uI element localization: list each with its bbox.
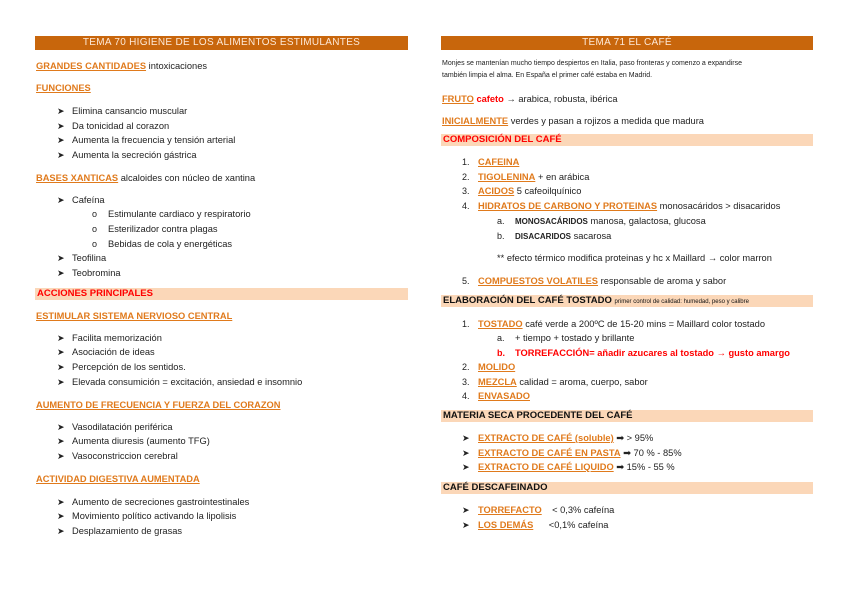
composicion-band: COMPOSICIÓN DEL CAFÉ (441, 134, 813, 146)
item-number: 1. (462, 157, 470, 167)
corazon-heading: AUMENTO DE FRECUENCIA Y FUERZA DEL CORAZON (36, 400, 281, 410)
sub-letter: a. (497, 216, 505, 226)
arrow-bullet-icon: ➤ (57, 451, 65, 461)
item-text: calidad = aroma, cuerpo, sabor (519, 377, 648, 387)
list-item (478, 275, 726, 287)
item-label: CAFEINA (478, 157, 520, 167)
item-text: <0,1% cafeína (548, 520, 609, 530)
arrow-bullet-icon: ➤ (57, 362, 65, 372)
arrow-bullet-icon: ➤ (57, 497, 65, 507)
list-item (478, 376, 648, 388)
list-item (478, 519, 608, 531)
grandes-label: GRANDES CANTIDADES (36, 61, 147, 71)
intro-line-1: Monjes se mantenían mucho tiempo despiertos en Italia, paso fronteras y comenzo a expandirse (442, 60, 742, 67)
left-title-bar: TEMA 70 HIGIENE DE LOS ALIMENTOS ESTIMULANTES (35, 36, 408, 50)
arrow-bullet-icon: ➤ (57, 106, 65, 116)
sub-item: Estimulante cardiaco y respiratorio (108, 209, 251, 219)
item-text: responsable de aroma y sabor (600, 276, 727, 286)
list-item (478, 200, 780, 212)
descafeinado-band: CAFÉ DESCAFEINADO (441, 482, 813, 494)
elaboracion-title: ELABORACIÓN DEL CAFÉ TOSTADO (443, 295, 612, 306)
item-label: EXTRACTO DE CAFÉ EN PASTA (478, 448, 621, 458)
item-number: 3. (462, 377, 470, 387)
list-item (478, 390, 530, 402)
fruto-line (442, 93, 618, 105)
inicial-line (442, 115, 704, 127)
bases-text: alcaloides con núcleo de xantina (120, 173, 256, 183)
list-item: Asociación de ideas (72, 347, 155, 357)
fruto-label: FRUTO (442, 94, 474, 104)
arrow-bullet-icon: ➤ (462, 462, 470, 472)
acciones-band: ACCIONES PRINCIPALES (35, 288, 408, 300)
list-item: Elimina cansancio muscular (72, 106, 188, 116)
item-number: 5. (462, 276, 470, 286)
item-number: 3. (462, 186, 470, 196)
list-item (478, 447, 682, 459)
arrow-bullet-icon: ➤ (57, 195, 65, 205)
item-text: + en arábica (537, 172, 590, 182)
arrow-bullet-icon: ➤ (462, 433, 470, 443)
list-item: Aumento de secreciones gastrointestinales (72, 497, 250, 507)
list-item (478, 504, 614, 516)
sub-label: MONOSACÁRIDOS (515, 217, 588, 226)
item-number: 4. (462, 391, 470, 401)
circle-bullet-icon: o (92, 209, 98, 219)
arrow-bullet-icon: ➤ (57, 347, 65, 357)
sub-item (515, 215, 706, 228)
circle-bullet-icon: o (92, 239, 98, 249)
list-item: Cafeína (72, 195, 105, 205)
item-text: < 0,3% cafeína (552, 505, 615, 515)
item-text: café verde a 200ºC de 15-20 mins = Maillard color tostado (525, 319, 766, 329)
list-item: Teobromina (72, 268, 121, 278)
sub-letter: a. (497, 333, 505, 343)
item-label: EXTRACTO DE CAFÉ (soluble) (478, 433, 614, 443)
intro-line-2: también limpia el alma. En España el primer café estaba en Madrid. (442, 72, 653, 79)
item-text: monosacáridos > disacaridos (659, 201, 781, 211)
right-title-bar: TEMA 71 EL CAFÉ (441, 36, 813, 50)
sub-item: Esterilizador contra plagas (108, 224, 218, 234)
sub-text: manosa, galactosa, glucosa (590, 216, 706, 226)
list-item (478, 156, 519, 168)
item-label: LOS DEMÁS (478, 520, 534, 530)
item-label: EXTRACTO DE CAFÉ LIQUIDO (478, 462, 614, 472)
sub-letter: b. (497, 348, 505, 358)
list-item: Desplazamiento de grasas (72, 526, 183, 536)
inicial-text: verdes y pasan a rojizos a medida que madura (510, 116, 704, 126)
arrow-bullet-icon: ➤ (57, 121, 65, 131)
item-number: 1. (462, 319, 470, 329)
list-item (478, 171, 589, 183)
grandes-line (36, 60, 207, 72)
digestiva-heading: ACTIVIDAD DIGESTIVA AUMENTADA (36, 474, 200, 484)
item-label: ACIDOS (478, 186, 515, 196)
circle-bullet-icon: o (92, 224, 98, 234)
list-item: Aumenta la frecuencia y tensión arterial (72, 135, 236, 145)
item-label: TIGOLENINA (478, 172, 536, 182)
sub-item: Bebidas de cola y energéticas (108, 239, 233, 249)
sub-item (515, 230, 611, 243)
arrow-bullet-icon: ➤ (57, 333, 65, 343)
item-text: ➡ 70 % - 85% (623, 448, 682, 458)
snc-heading: ESTIMULAR SISTEMA NERVIOSO CENTRAL (36, 311, 233, 321)
list-item: Vasoconstriccion cerebral (72, 451, 178, 461)
bases-label: BASES XANTICAS (36, 173, 119, 183)
funciones-heading: FUNCIONES (36, 83, 91, 93)
list-item: Elevada consumición = excitación, ansiedad e insomnio (72, 377, 303, 387)
item-label: TOSTADO (478, 319, 523, 329)
materia-band: MATERIA SECA PROCEDENTE DEL CAFÉ (441, 410, 813, 422)
grandes-text: intoxicaciones (148, 61, 208, 71)
arrow-bullet-icon: ➤ (57, 253, 65, 263)
elaboracion-subtitle: primer control de calidad: humedad, peso y calibre (614, 299, 749, 305)
item-label: ENVASADO (478, 391, 530, 401)
list-item (478, 361, 515, 373)
list-item: Aumenta la secreción gástrica (72, 150, 197, 160)
list-item: Movimiento político activando la lipolisis (72, 511, 237, 521)
item-label: MEZCLA (478, 377, 517, 387)
inicial-label: INICIALMENTE (442, 116, 509, 126)
sub-label: DISACARIDOS (515, 232, 572, 241)
list-item: Vasodilatación periférica (72, 422, 173, 432)
list-item (478, 432, 653, 444)
item-number: 4. (462, 201, 470, 211)
item-label: HIDRATOS DE CARBONO Y PROTEINAS (478, 201, 658, 211)
item-text: ➡ > 95% (616, 433, 654, 443)
arrow-bullet-icon: ➤ (57, 511, 65, 521)
sub-text: sacarosa (573, 231, 612, 241)
list-item: Facilita memorización (72, 333, 162, 343)
list-item: Da tonicidad al corazon (72, 121, 170, 131)
arrow-bullet-icon: ➤ (462, 505, 470, 515)
fruto-text: → arabica, robusta, ibérica (506, 94, 618, 104)
sub-item: + tiempo + tostado y brillante (515, 333, 635, 343)
torrefaccion-item: TORREFACCIÓN= añadir azucares al tostado → gusto amargo (515, 348, 790, 358)
bases-line (36, 172, 255, 184)
list-item: Teofilina (72, 253, 107, 263)
arrow-bullet-icon: ➤ (462, 520, 470, 530)
item-number: 2. (462, 362, 470, 372)
arrow-bullet-icon: ➤ (57, 135, 65, 145)
item-number: 2. (462, 172, 470, 182)
list-item (478, 185, 581, 197)
arrow-bullet-icon: ➤ (57, 150, 65, 160)
item-label: TORREFACTO (478, 505, 542, 515)
item-text: 5 cafeoilquínico (516, 186, 582, 196)
arrow-bullet-icon: ➤ (462, 448, 470, 458)
list-item (478, 318, 765, 330)
item-label: MOLIDO (478, 362, 516, 372)
arrow-bullet-icon: ➤ (57, 436, 65, 446)
list-item (478, 461, 675, 473)
arrow-bullet-icon: ➤ (57, 526, 65, 536)
maillard-note: ** efecto térmico modifica proteinas y hc x Maillard → color marron (497, 253, 772, 263)
arrow-bullet-icon: ➤ (57, 377, 65, 387)
fruto-red: cafeto (476, 94, 504, 104)
item-label: COMPUESTOS VOLATILES (478, 276, 599, 286)
list-item: Aumenta diuresis (aumento TFG) (72, 436, 210, 446)
sub-letter: b. (497, 231, 505, 241)
list-item: Percepción de los sentidos. (72, 362, 186, 372)
arrow-bullet-icon: ➤ (57, 422, 65, 432)
item-text: ➡ 15% - 55 % (616, 462, 675, 472)
arrow-bullet-icon: ➤ (57, 268, 65, 278)
elaboracion-band (441, 295, 813, 307)
